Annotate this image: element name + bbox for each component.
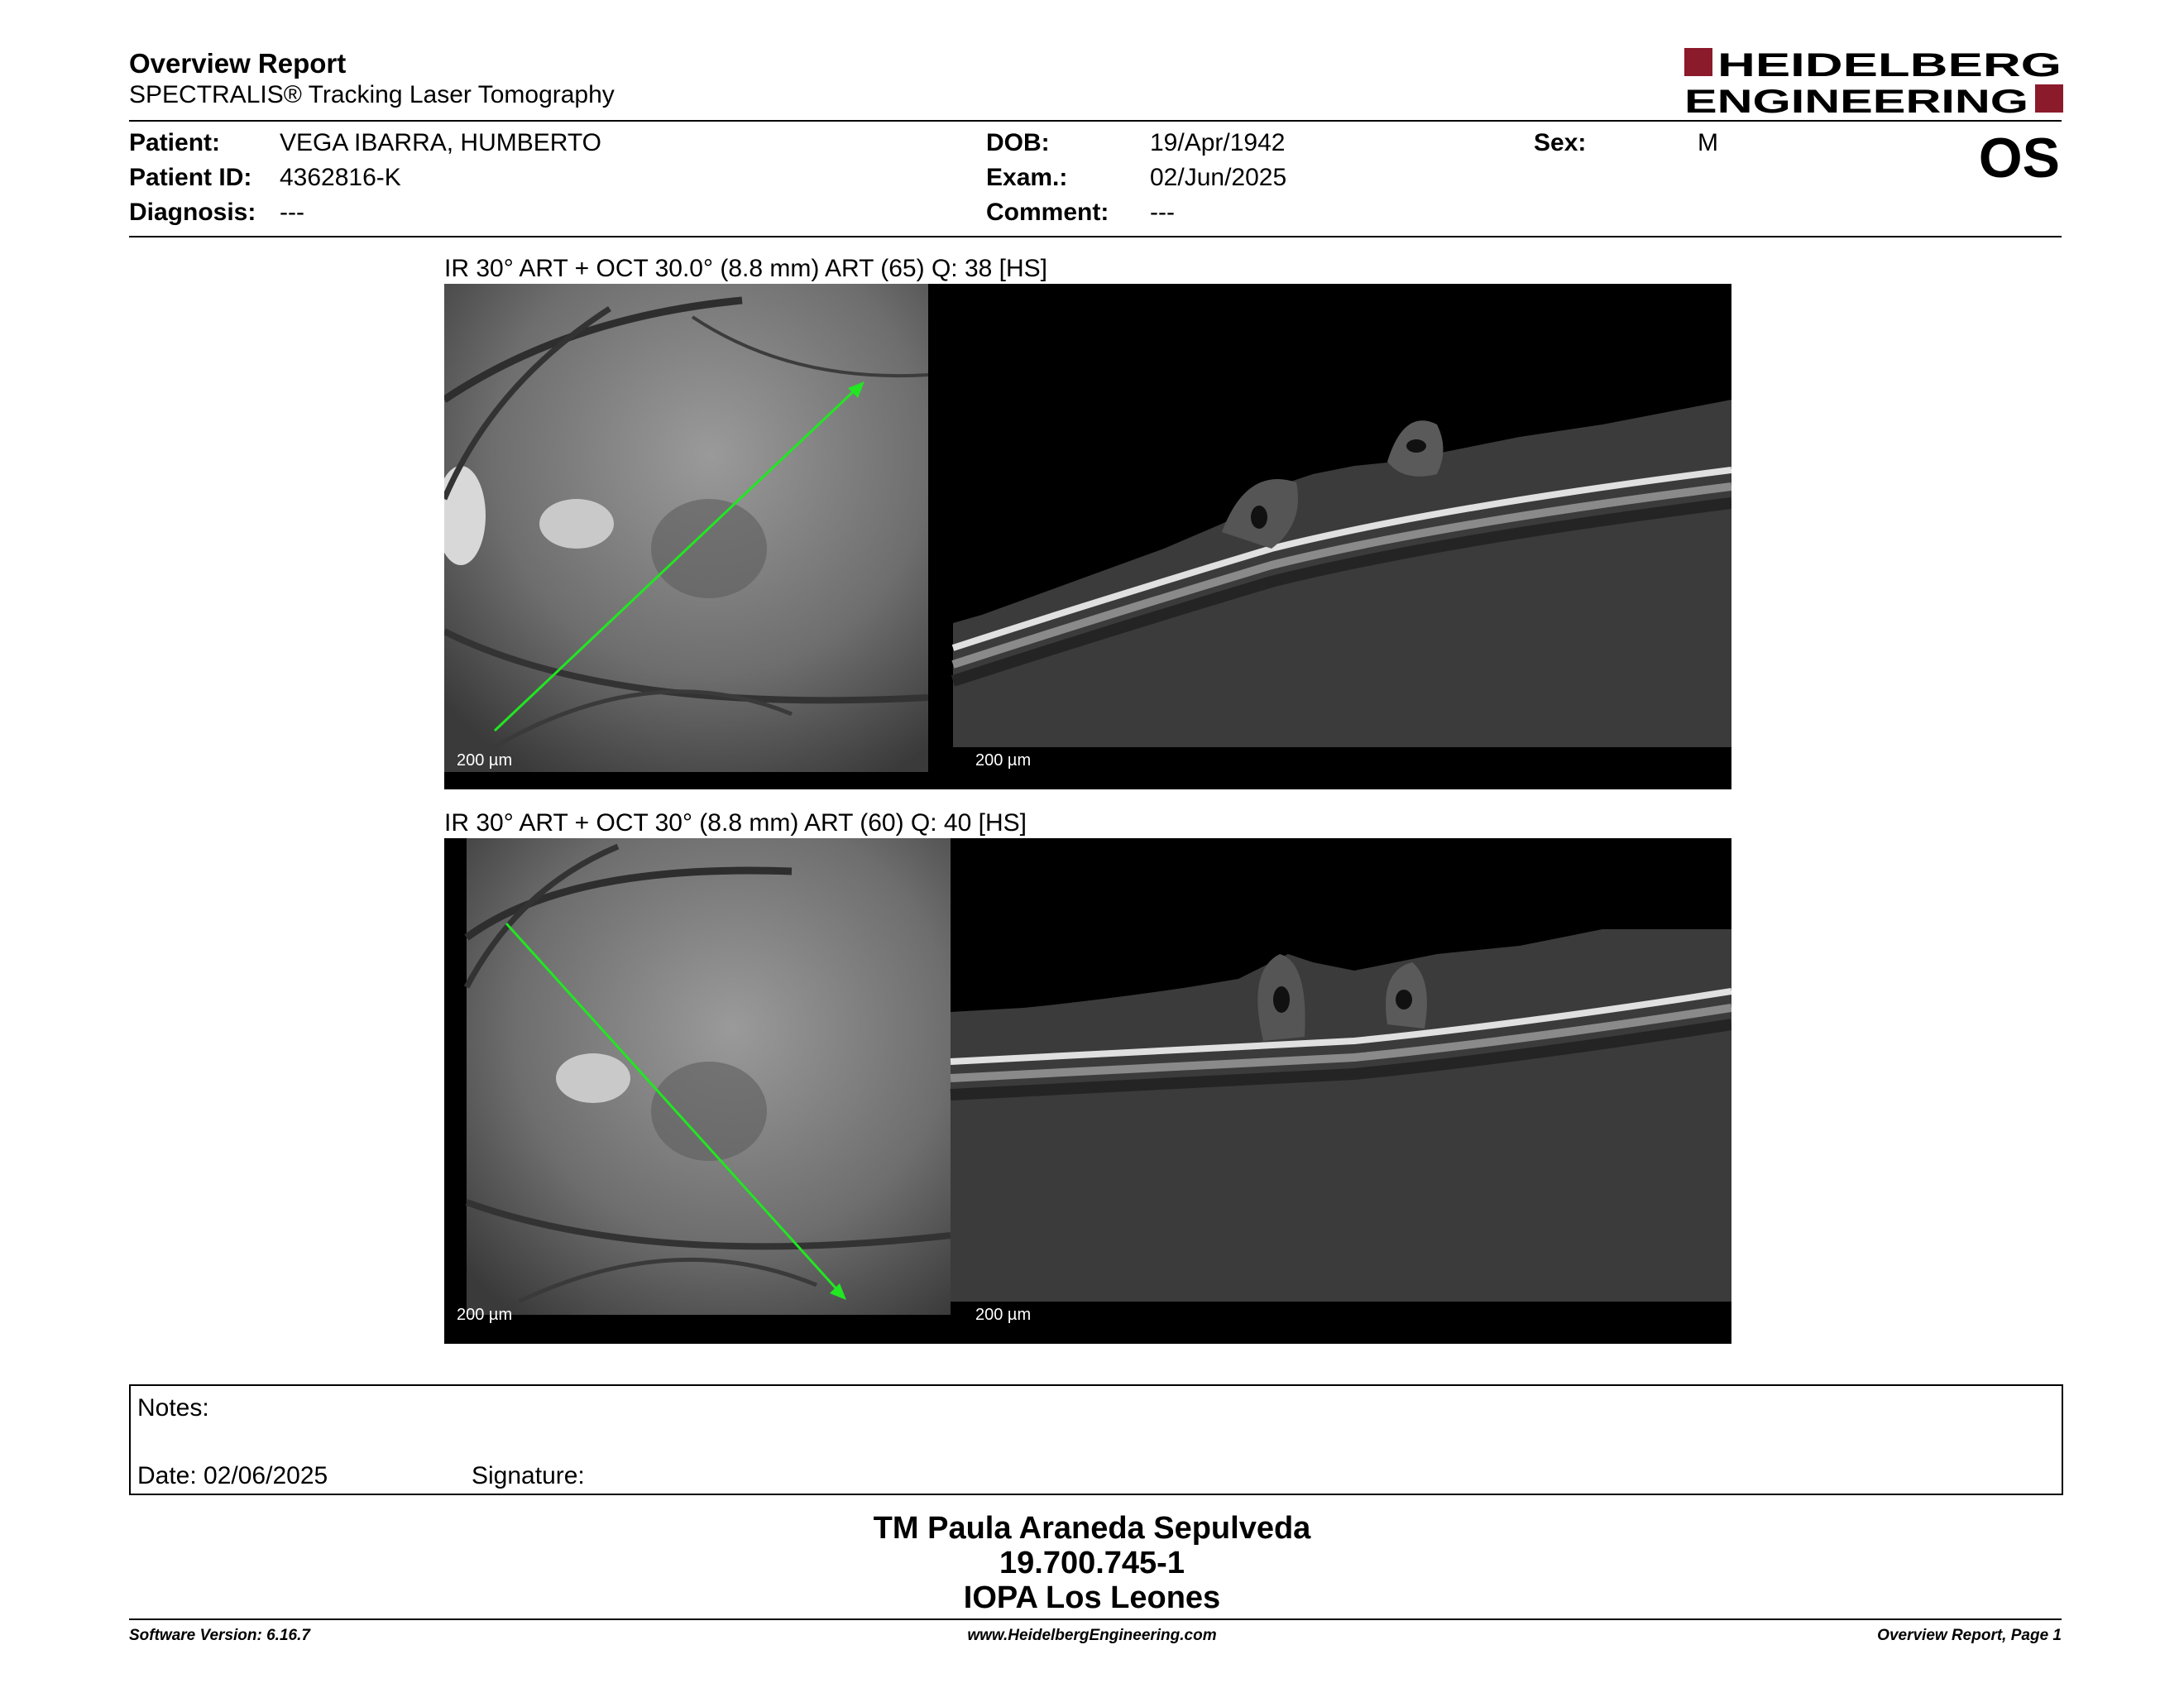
- eye-indicator: OS: [1978, 127, 2060, 189]
- notes-label: Notes:: [137, 1394, 209, 1422]
- sex-label: Sex:: [1534, 129, 1587, 156]
- heidelberg-logo: [1684, 46, 2063, 116]
- exam-label: Exam.:: [986, 164, 1068, 191]
- sex-value: M: [1698, 129, 1718, 156]
- dob-value: 19/Apr/1942: [1150, 129, 1286, 156]
- patient-label: Patient:: [129, 129, 221, 156]
- software-version: Software Version: 6.16.7: [129, 1627, 310, 1644]
- ir-scale-bar: 200 µm: [457, 751, 513, 770]
- exam-date: 02/Jun/2025: [1150, 164, 1287, 191]
- patient-id: 4362816-K: [280, 164, 401, 191]
- scan-panel: [444, 838, 1731, 1344]
- notes-box: [129, 1384, 2063, 1495]
- institution-name: IOPA Los Leones: [963, 1580, 1221, 1615]
- ir-fundus-image: [444, 284, 1731, 789]
- dob-label: DOB:: [986, 129, 1050, 156]
- scan-panel: [444, 284, 1731, 789]
- scan-caption: IR 30° ART + OCT 30.0° (8.8 mm) ART (65) Q: 38 [HS]: [444, 255, 1047, 282]
- oct-scale-bar: 200 µm: [975, 751, 1032, 770]
- date-label: Date: 02/06/2025: [137, 1462, 328, 1489]
- diagnosis-label: Diagnosis:: [129, 199, 256, 226]
- scan-caption: IR 30° ART + OCT 30° (8.8 mm) ART (60) Q: 40 [HS]: [444, 809, 1027, 837]
- diagnosis-value: ---: [280, 199, 304, 226]
- comment-value: ---: [1150, 199, 1175, 226]
- comment-label: Comment:: [986, 199, 1109, 226]
- report-subtitle: SPECTRALIS® Tracking Laser Tomography: [129, 81, 615, 108]
- patient-name: VEGA IBARRA, HUMBERTO: [280, 129, 601, 156]
- ir-scale-bar: 200 µm: [457, 1306, 513, 1324]
- signature-label: Signature:: [472, 1462, 585, 1489]
- svg-text:ENGINEERING: ENGINEERING: [1684, 84, 2028, 116]
- technician-name: TM Paula Araneda Sepulveda: [873, 1511, 1311, 1546]
- footer-divider: [129, 1618, 2062, 1620]
- report-title: Overview Report: [129, 48, 347, 79]
- ir-fundus-image: [444, 838, 1731, 1344]
- header-divider: [129, 120, 2062, 122]
- svg-text:HEIDELBERG: HEIDELBERG: [1717, 47, 2062, 84]
- patient-divider: [129, 236, 2062, 237]
- patient-id-label: Patient ID:: [129, 164, 252, 191]
- oct-scale-bar: 200 µm: [975, 1306, 1032, 1324]
- technician-id: 19.700.745-1: [999, 1546, 1185, 1580]
- page-indicator: Overview Report, Page 1: [1877, 1627, 2062, 1644]
- website-link[interactable]: www.HeidelbergEngineering.com: [967, 1627, 1217, 1644]
